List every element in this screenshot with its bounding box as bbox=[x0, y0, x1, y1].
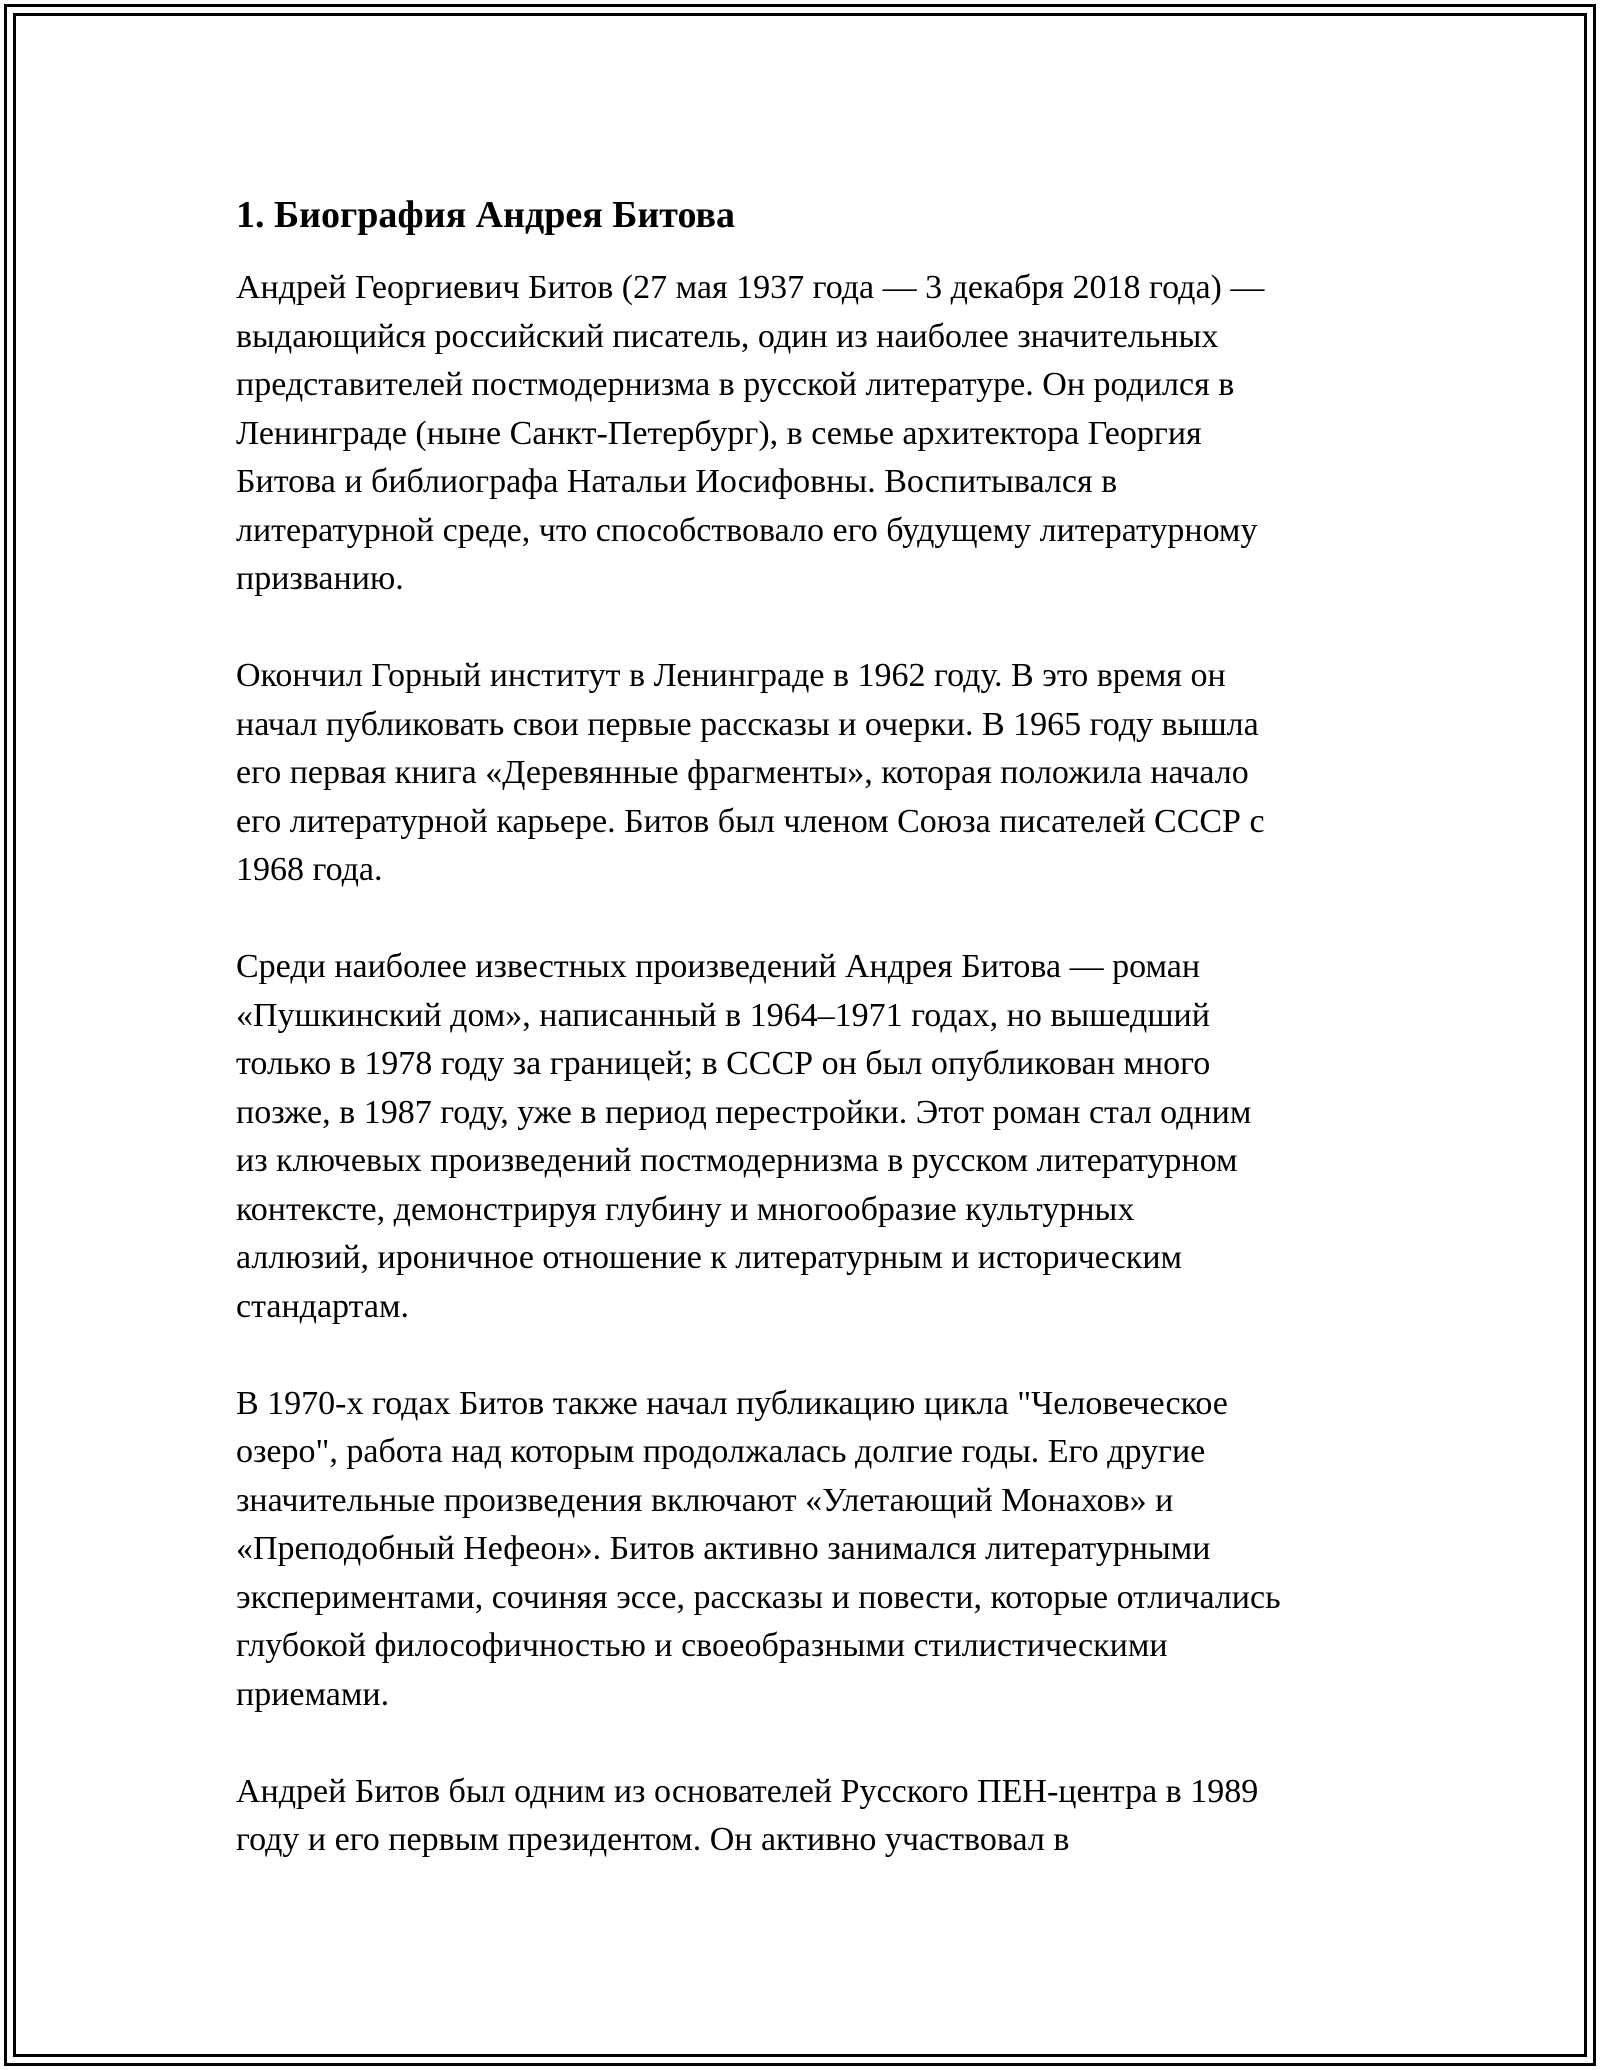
text-line: аллюзий, ироничное отношение к литературным и историческим bbox=[236, 1239, 1183, 1276]
text-line: призванию. bbox=[236, 560, 404, 597]
paragraph-3 bbox=[236, 943, 1386, 1331]
text-line: озеро", работа над которым продолжалась долгие годы. Его другие bbox=[236, 1433, 1206, 1470]
text-line: Андрей Битов был одним из основателей Русского ПЕН-центра в 1989 bbox=[236, 1772, 1259, 1810]
text-line: Среди наиболее известных произведений Андрея Битова — роман bbox=[236, 948, 1201, 985]
text-line: стандартам. bbox=[236, 1287, 409, 1325]
text-line: приемами. bbox=[236, 1675, 390, 1713]
document-body bbox=[236, 190, 1386, 1913]
text-line: из ключевых произведений постмодернизма в русском литературном bbox=[236, 1142, 1238, 1179]
text-line: глубокой философичностью и своеобразными стилистическими bbox=[236, 1627, 1168, 1664]
text-line: позже, в 1987 году, уже в период перестройки. Этот роман стал одним bbox=[236, 1093, 1252, 1131]
paragraph-4 bbox=[236, 1380, 1386, 1720]
text-line: «Преподобный Нефеон». Битов активно занимался литературными bbox=[236, 1530, 1211, 1567]
paragraph-2 bbox=[236, 652, 1386, 895]
text-line: «Пушкинский дом», написанный в 1964–1971 годах, но вышедший bbox=[236, 996, 1210, 1034]
text-line: значительные произведения включают «Улетающий Монахов» и bbox=[236, 1481, 1174, 1519]
section-heading: 1. Биография Андрея Битова bbox=[236, 194, 736, 236]
paragraph-5 bbox=[236, 1768, 1386, 1865]
text-line: Битова и библиографа Натальи Иосифовны. Воспитывался в bbox=[236, 463, 1118, 500]
text-line: его первая книга «Деревянные фрагменты», которая положила начало bbox=[236, 754, 1249, 791]
text-line: Ленинграде (ныне Санкт-Петербург), в семье архитектора Георгия bbox=[236, 414, 1202, 452]
text-line: литературной среде, что способствовало его будущему литературному bbox=[236, 511, 1258, 549]
text-line: В 1970-х годах Битов также начал публикацию цикла "Человеческое bbox=[236, 1384, 1228, 1422]
text-line: выдающийся российский писатель, один из наиболее значительных bbox=[236, 317, 1219, 355]
text-line: экспериментами, сочиняя эссе, рассказы и повести, которые отличались bbox=[236, 1578, 1281, 1616]
text-line: представителей постмодернизма в русской литературе. Он родился в bbox=[236, 366, 1235, 403]
text-line: 1968 года. bbox=[236, 851, 383, 888]
text-line: только в 1978 году за границей; в СССР он был опубликован много bbox=[236, 1045, 1211, 1082]
text-line: начал публиковать свои первые рассказы и очерки. В 1965 году вышла bbox=[236, 705, 1259, 743]
text-line: году и его первым президентом. Он активно участвовал в bbox=[236, 1821, 1070, 1858]
text-line: его литературной карьере. Битов был членом Союза писателей СССР с bbox=[236, 802, 1265, 840]
text-line: контексте, демонстрируя глубину и многообразие культурных bbox=[236, 1190, 1135, 1228]
text-line: Андрей Георгиевич Битов (27 мая 1937 года — 3 декабря 2018 года) — bbox=[236, 269, 1265, 306]
text-line: Окончил Горный институт в Ленинграде в 1962 году. В это время он bbox=[236, 657, 1226, 694]
paragraph-1 bbox=[236, 264, 1386, 604]
